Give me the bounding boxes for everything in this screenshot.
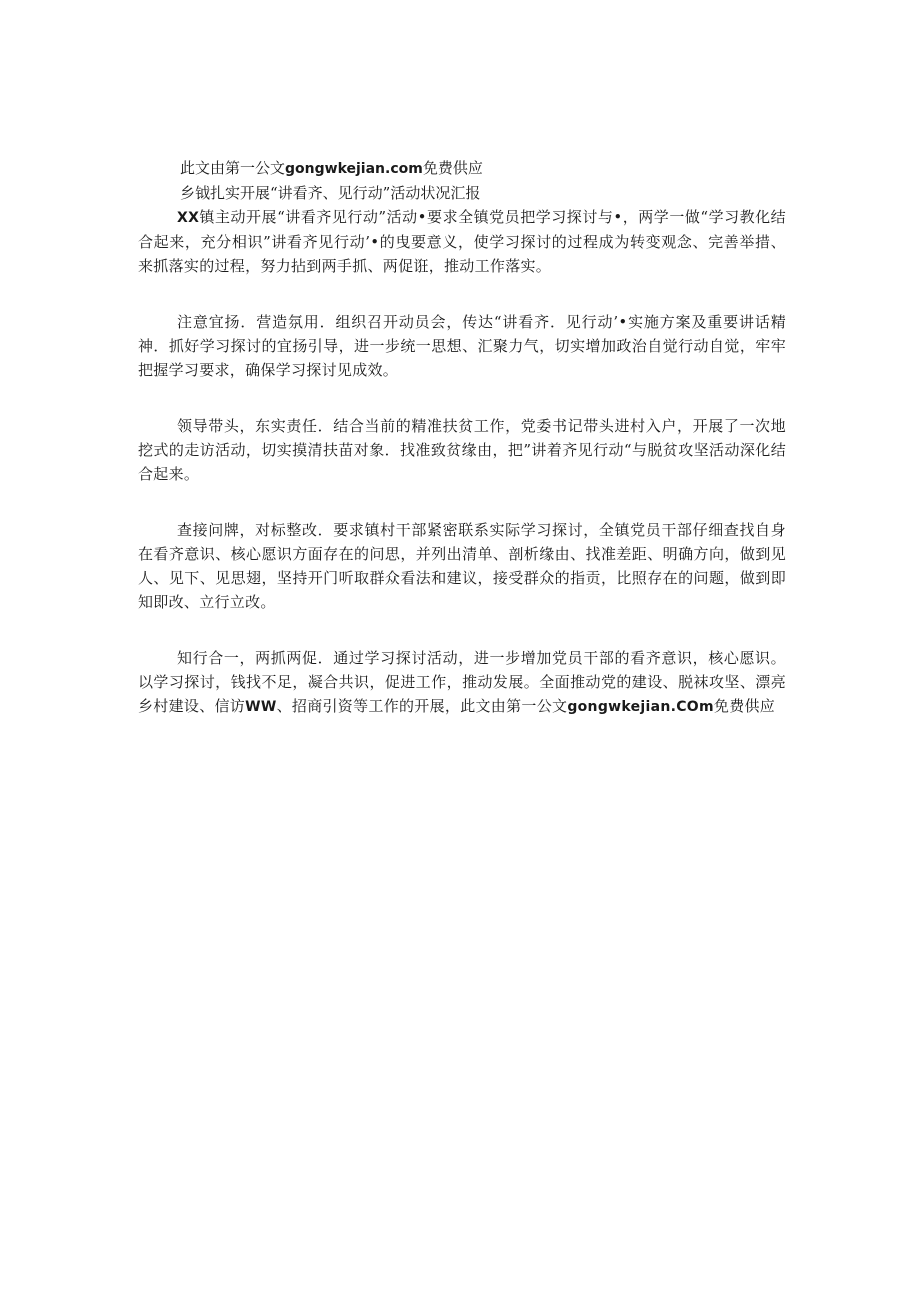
paragraph-text: 镇主动开展“讲看齐见行动”活动•要求全镇党员把学习探讨与•，两学一做“学习教化结合起来，充分相识”讲看齐见行动’•的曳要意义，使学习探讨的过程成为转变观念、完善举措、来抓落实的过程，努力拈到两手抓、两促诳，推动工作落实。 [138,208,786,275]
paragraph-text-after: 、招商引资等工作的开展，此文由第一公文 [276,697,568,715]
paragraph-latin-mid: WW [245,699,277,715]
source-notice [180,157,483,180]
source-prefix: 此文由第一公文 [180,159,286,177]
source-suffix: 免费供应 [422,159,483,177]
paragraph-text: 知行合一，两抓两促．通过学习探讨活动，进一步增加党员干部的看齐意识，核心愿识。以学习探讨，钱找不足，凝合共识，促进工作，推动发展。全面推动党的建设、脱袜攻坚、漂亮乡村建设、信访 [138,649,786,715]
document-body [138,205,786,751]
paragraph-conclusion [138,646,786,719]
paragraph-rectification [138,518,786,614]
source-site: gongwkejian.com [285,161,423,177]
paragraph-text: 注意宜扬．营造氛用．组织召开动员会，传达“讲看齐．见行动’•实施方案及重要讲话精神．抓好学习探讨的宜扬引导，进一步统一思想、汇聚力气，切实增加政治自觉行动自觉，牢牢把握学习要求，确保学习探讨见成效。 [138,313,786,379]
document-title: 乡钺扎实开展“讲看齐、见行动”活动状况汇报 [180,184,481,202]
footer-source-site: gongwkejian.COm [567,699,714,715]
paragraph-leadership [138,414,786,486]
paragraph-publicity [138,310,786,382]
paragraph-tail: 免费供应 [713,697,776,715]
paragraph-intro [138,205,786,278]
paragraph-text: 查接问牌，对标整改．要求镇村干部紧密联系实际学习探讨，全镇党员干部仔细查找自身在看齐意识、核心愿识方面存在的问思，并列出清单、剖析缘由、找准差距、明确方向，做到见人、见下、见思翅，坚持开门听取群众看法和建议，接受群众的指贡，比照存在的问题，做到即知即改、立行立改。 [138,521,786,611]
town-placeholder: XX [177,210,200,226]
paragraph-text: 领导带头，东实责任．结合当前的精准扶贫工作，党委书记带头进村入户，开展了一次地挖式的走访活动，切实摸清扶苗对象．找准致贫缘由，把”讲着齐见行动“与脱贫攻坚活动深化结合起来。 [138,417,786,483]
